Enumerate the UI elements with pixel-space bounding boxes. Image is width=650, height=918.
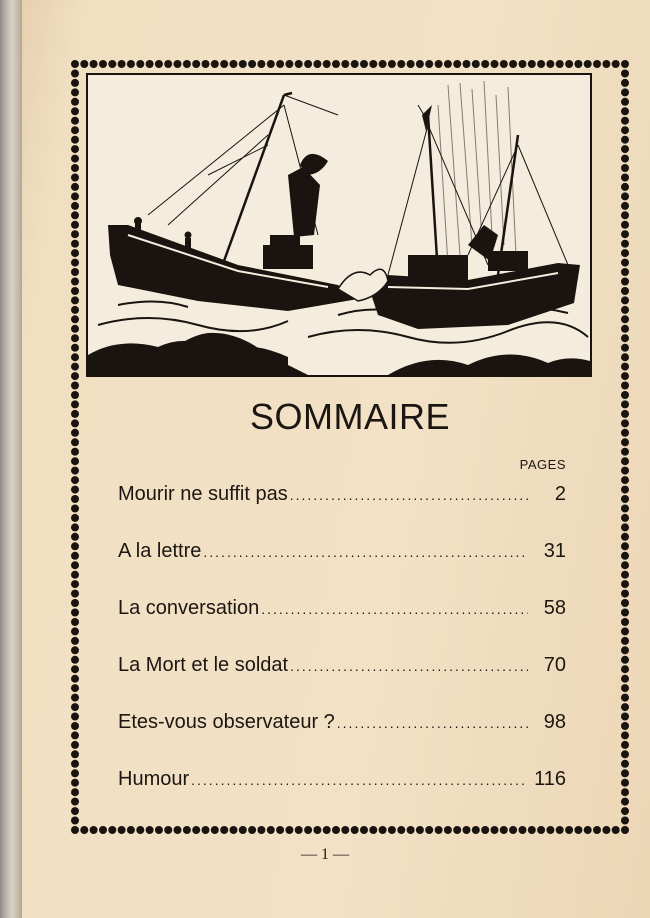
- ship-collision-illustration: [86, 73, 592, 377]
- toc-entry-page: 58: [543, 597, 566, 619]
- toc-entry-title: La conversation: [118, 597, 260, 619]
- toc-dot-leader: [290, 487, 528, 503]
- ship-illustration-icon: [88, 75, 590, 375]
- toc-row[interactable]: [118, 540, 566, 566]
- toc-row[interactable]: [118, 711, 566, 737]
- toc-entry-page: 70: [543, 654, 566, 676]
- page-title: SOMMAIRE: [249, 396, 450, 437]
- book-spine: [0, 0, 24, 918]
- toc-entry-page: 2: [554, 483, 566, 505]
- book-page: [22, 0, 650, 918]
- toc-dot-leader: [290, 658, 528, 674]
- toc-entry-title: A la lettre: [118, 540, 202, 562]
- toc-entry-title: La Mort et le soldat: [118, 654, 289, 676]
- toc-dot-leader: [261, 601, 528, 617]
- toc-entry-title: Etes-vous observateur ?: [118, 711, 335, 733]
- dotted-border-frame: [70, 59, 630, 835]
- toc-row[interactable]: [118, 597, 566, 623]
- toc-dot-leader: [191, 772, 528, 788]
- toc-entry-title: Mourir ne suffit pas: [118, 483, 288, 505]
- toc-entry-page: 31: [543, 540, 566, 562]
- toc-entry-page: 116: [534, 768, 566, 790]
- pages-column-header: PAGES: [519, 457, 566, 472]
- toc-dot-leader: [203, 544, 528, 560]
- toc-entry-title: Humour: [118, 768, 190, 790]
- toc-row[interactable]: [118, 768, 566, 794]
- toc-row[interactable]: [118, 654, 566, 680]
- footer-page-number: — 1 —: [301, 846, 349, 863]
- toc-entry-page: 98: [543, 711, 566, 733]
- toc-row[interactable]: [118, 483, 566, 509]
- toc-dot-leader: [337, 715, 528, 731]
